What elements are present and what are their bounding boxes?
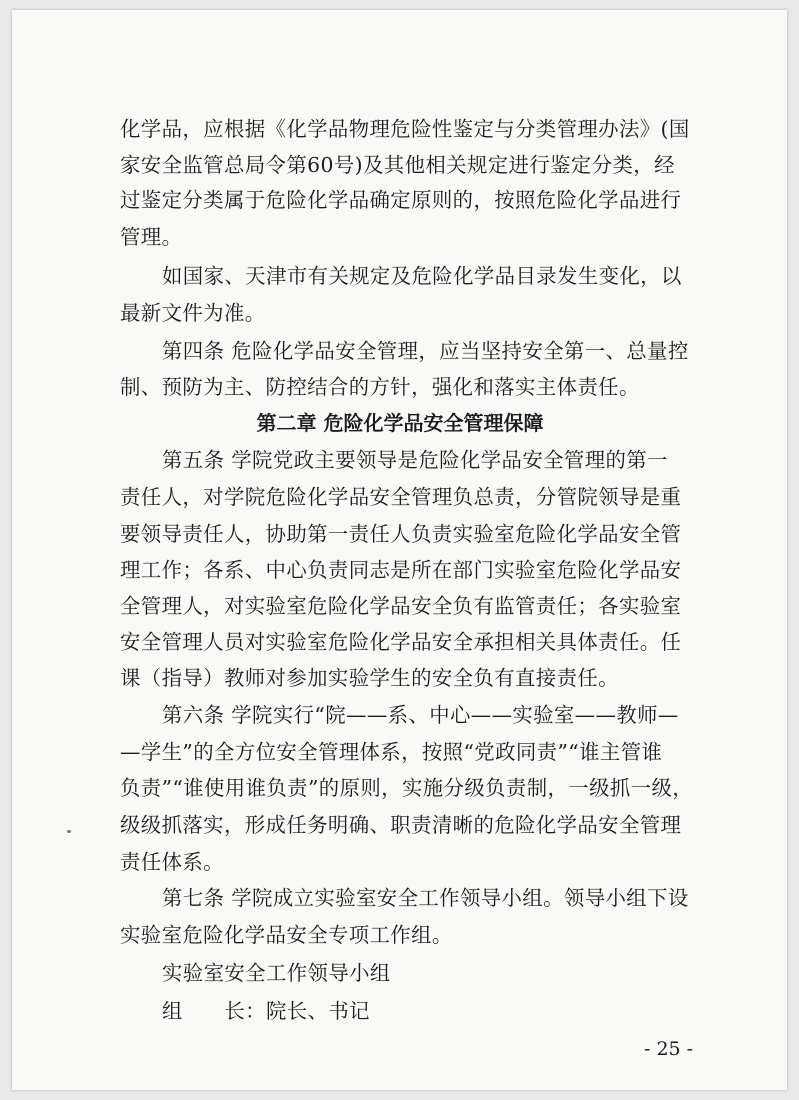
body-line: 过鉴定分类属于危险化学品确定原则的，按照危险化学品进行	[120, 188, 682, 212]
body-line: 责任体系。	[120, 850, 224, 874]
body-line: 家安全监管总局令第60号)及其他相关规定进行鉴定分类，经	[120, 153, 675, 177]
body-line: 化学品，应根据《化学品物理危险性鉴定与分类管理办法》(国	[120, 117, 690, 141]
article-5-first-line: 第五条 学院党政主要领导是危险化学品安全管理的第一	[162, 448, 668, 472]
body-line: 理工作；各系、中心负责同志是所在部门实验室危险化学品安	[120, 558, 682, 582]
body-line: 实验室危险化学品安全专项工作组。	[120, 923, 453, 947]
body-line: 最新文件为准。	[120, 301, 266, 325]
group-leader-line: 组 长：院长、书记	[162, 999, 370, 1023]
body-line: 安全管理人员对实验室危险化学品安全承担相关具体责任。任	[120, 630, 682, 654]
article-7-first-line: 第七条 学院成立实验室安全工作领导小组。领导小组下设	[162, 886, 689, 910]
body-line: 全管理人，对实验室危险化学品安全负有监管责任；各实验室	[120, 594, 682, 618]
chapter-heading: 第二章 危险化学品安全管理保障	[256, 411, 544, 435]
body-line: 负责”“谁使用谁负责”的原则，实施分级负责制，一级抓一级，	[120, 776, 694, 800]
body-line: 制、预防为主、防控结合的方针，强化和落实主体责任。	[120, 375, 640, 399]
body-line: 课（指导）教师对参加实验学生的安全负有直接责任。	[120, 666, 619, 690]
body-line: —学生”的全方位安全管理体系，按照“党政同责”“谁主管谁	[120, 740, 663, 764]
article-4-first-line: 第四条 危险化学品安全管理，应当坚持安全第一、总量控	[162, 339, 689, 363]
article-6-first-line: 第六条 学院实行“院——系、中心——实验室——教师—	[162, 703, 679, 727]
body-line: 级级抓落实，形成任务明确、职责清晰的危险化学品安全管理	[120, 813, 682, 837]
body-line: 要领导责任人，协助第一责任人负责实验室危险化学品安全管	[120, 522, 682, 546]
paragraph-first-line: 如国家、天津市有关规定及危险化学品目录发生变化，以	[162, 264, 682, 288]
body-line: 管理。	[120, 225, 183, 249]
page-number: - 25 -	[644, 1038, 694, 1060]
group-title: 实验室安全工作领导小组	[162, 961, 391, 985]
body-line: 责任人，对学院危险化学品安全管理负总责，分管院领导是重	[120, 485, 682, 509]
scan-speck	[67, 830, 71, 833]
document-page	[12, 10, 787, 1090]
